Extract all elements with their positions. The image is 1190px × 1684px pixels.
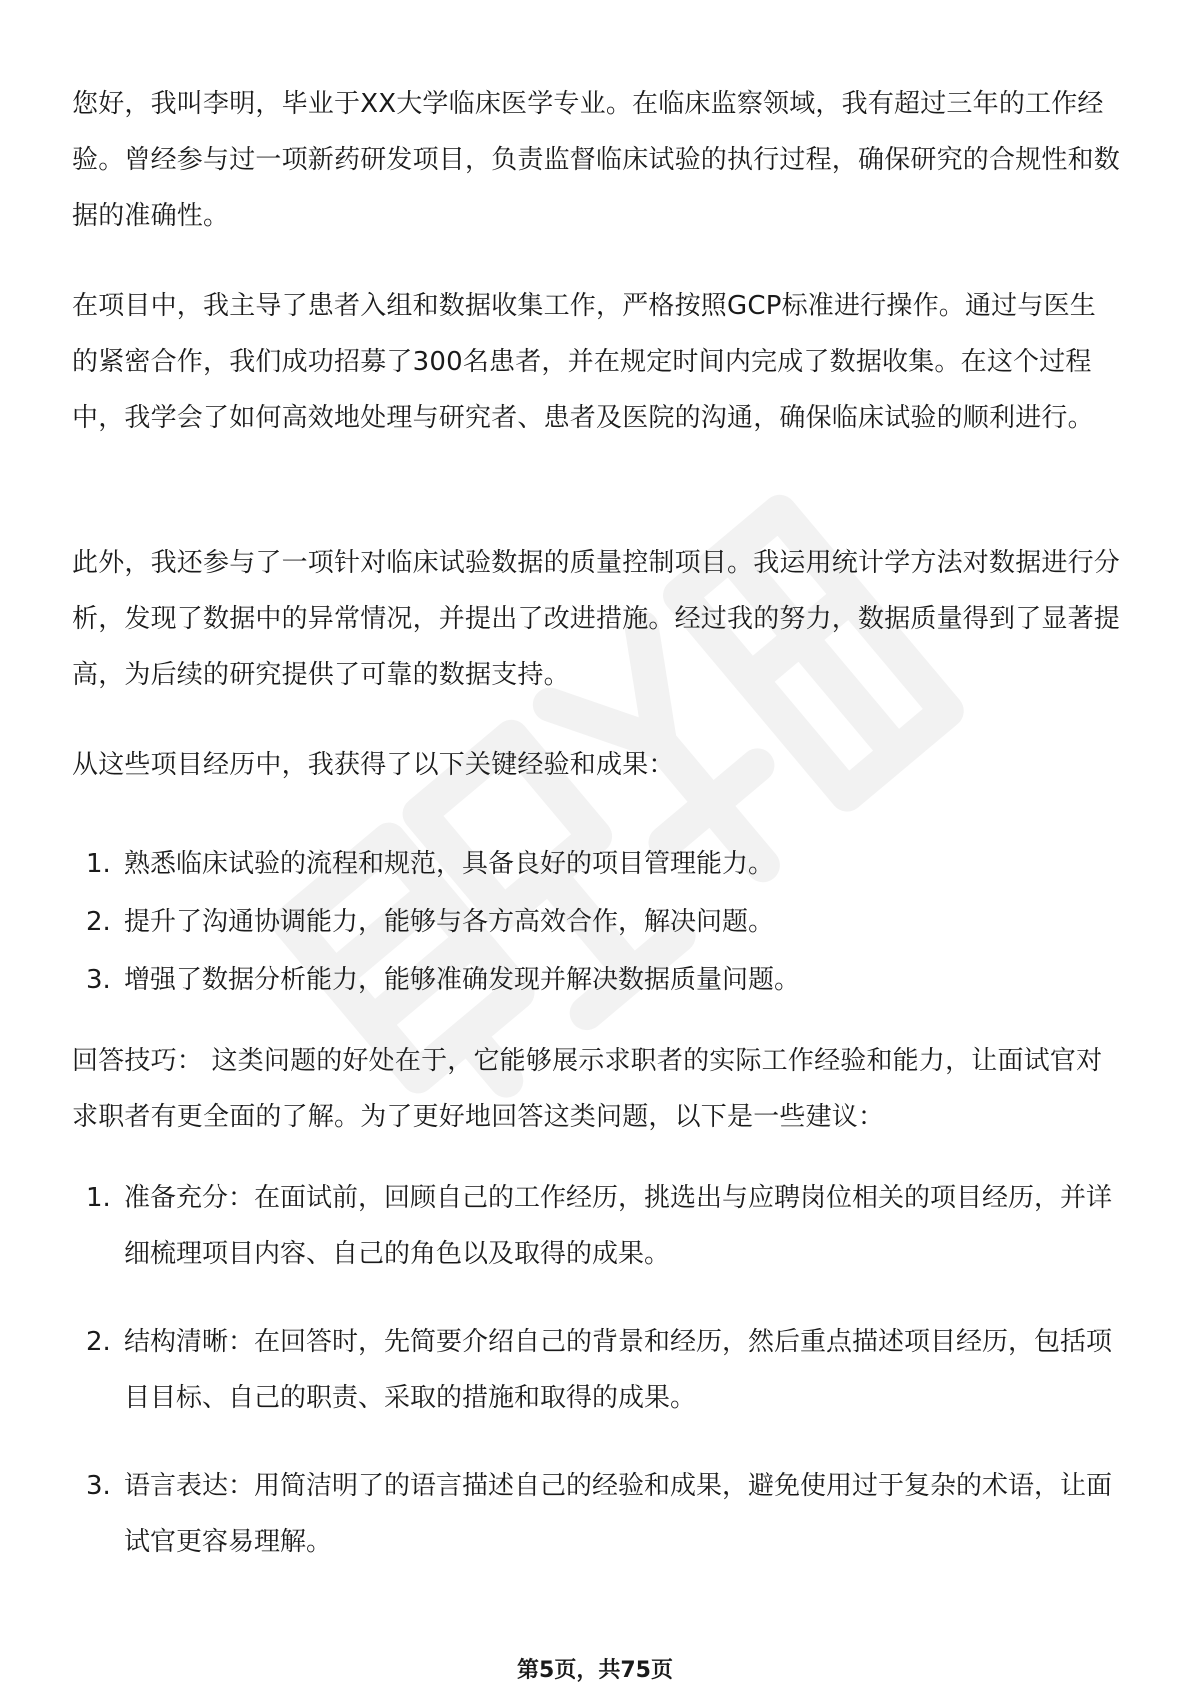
list-item-number: 2.: [86, 1327, 111, 1357]
list-item: [86, 951, 1126, 1009]
list-item-text: 语言表达：用简洁明了的语言描述自己的经验和成果，避免使用过于复杂的术语，让面试官更容易理解。: [124, 1471, 1113, 1557]
tips-list: [86, 1170, 1126, 1602]
list-item-number: 2.: [86, 907, 111, 937]
outcomes-intro-paragraph: 从这些项目经历中，我获得了以下关键经验和成果：: [72, 750, 675, 780]
quality-control-paragraph: 此外，我还参与了一项针对临床试验数据的质量控制项目。我运用统计学方法对数据进行分析，发现了数据中的异常情况，并提出了改进措施。经过我的努力，数据质量得到了显著提高，为后续的研究提供了可靠的数据支持。: [72, 548, 1121, 690]
outcomes-list: [86, 835, 1126, 1009]
list-item-number: 1.: [86, 1183, 111, 1213]
project-paragraph: 在项目中，我主导了患者入组和数据收集工作，严格按照GCP标准进行操作。通过与医生的紧密合作，我们成功招募了300名患者，并在规定时间内完成了数据收集。在这个过程中，我学会了如何高效地处理与研究者、患者及医院的沟通，确保临床试验的顺利进行。: [72, 291, 1096, 433]
list-item-text: 提升了沟通协调能力，能够与各方高效合作，解决问题。: [124, 907, 775, 937]
list-item-text: 结构清晰：在回答时，先简要介绍自己的背景和经历，然后重点描述项目经历，包括项目目标、自己的职责、采取的措施和取得的成果。: [124, 1327, 1113, 1413]
list-item: [86, 1458, 1126, 1570]
list-item: [86, 893, 1126, 951]
list-item-text: 熟悉临床试验的流程和规范，具备良好的项目管理能力。: [124, 849, 775, 879]
list-item-number: 3.: [86, 965, 111, 995]
list-item: [86, 835, 1126, 893]
intro-paragraph: 您好，我叫李明，毕业于XX大学临床医学专业。在临床监察领域，我有超过三年的工作经验。曾经参与过一项新药研发项目，负责监督临床试验的执行过程，确保研究的合规性和数据的准确性。: [72, 89, 1121, 231]
list-item-number: 1.: [86, 849, 111, 879]
list-item: [86, 1170, 1126, 1282]
list-item-text: 准备充分：在面试前，回顾自己的工作经历，挑选出与应聘岗位相关的项目经历，并详细梳理项目内容、自己的角色以及取得的成果。: [124, 1183, 1113, 1269]
page-number-footer: 第5页，共75页: [517, 1658, 673, 1683]
tips-intro-paragraph: 回答技巧： 这类问题的好处在于，它能够展示求职者的实际工作经验和能力，让面试官对求职者有更全面的了解。为了更好地回答这类问题，以下是一些建议：: [72, 1046, 1103, 1132]
list-item-number: 3.: [86, 1471, 111, 1501]
list-item: [86, 1314, 1126, 1426]
list-item-text: 增强了数据分析能力，能够准确发现并解决数据质量问题。: [124, 965, 801, 995]
